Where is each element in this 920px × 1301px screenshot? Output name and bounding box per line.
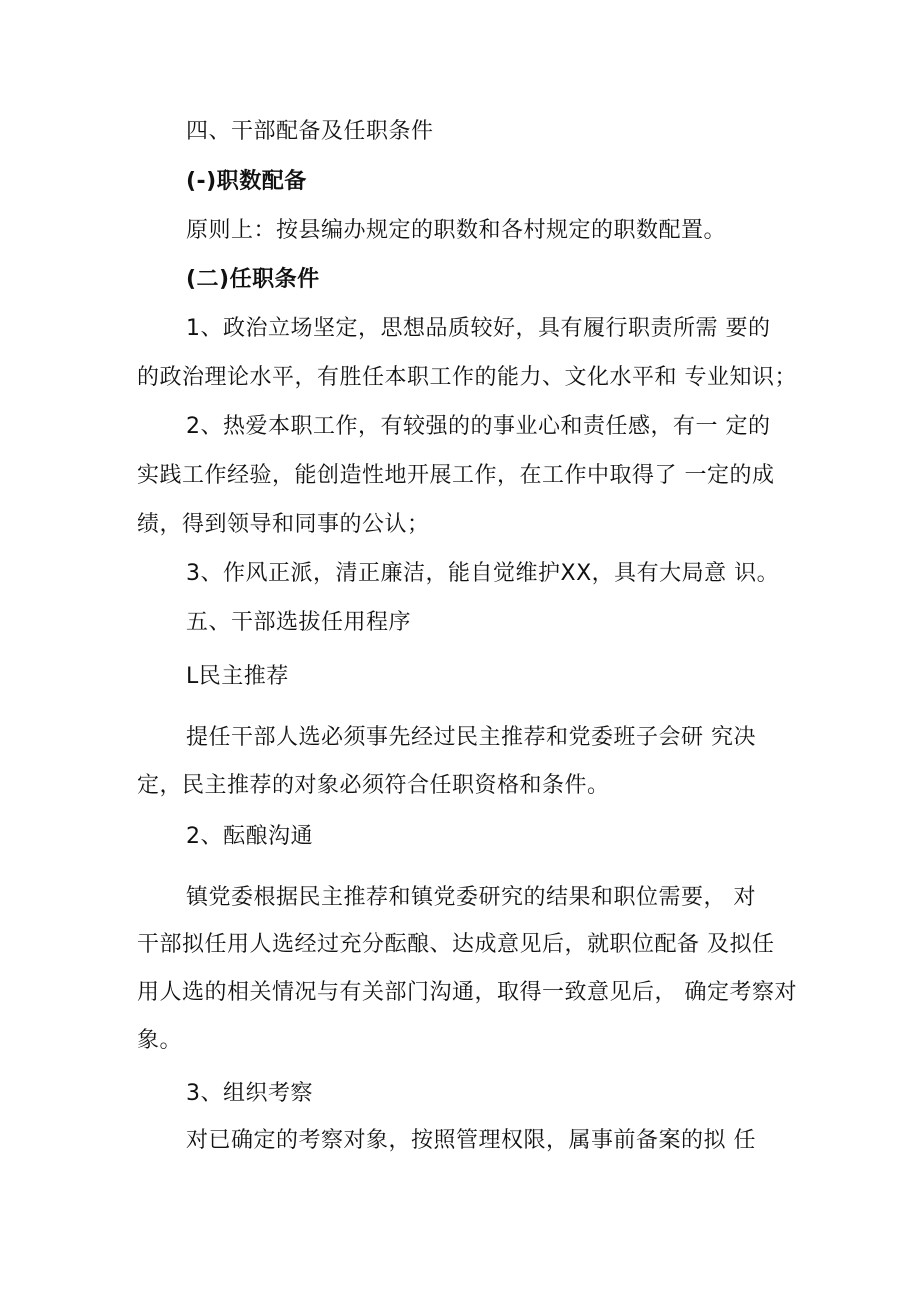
step-1-line-1: 提任干部人选必须事先经过民主推荐和党委班子会研 究决 <box>186 725 756 750</box>
step-3-heading: 3、组织考察 <box>186 1081 313 1106</box>
section-5-heading: 五、干部选拔任用程序 <box>186 610 412 635</box>
step-2-line-3: 用人选的相关情况与有关部门沟通，取得一致意见后， 确定考察对 <box>137 980 797 1005</box>
step-2-line-2: 干部拟任用人选经过充分酝酿、达成意见后，就职位配备 及拟任 <box>137 932 775 957</box>
step-2-heading: 2、酝酿沟通 <box>186 824 313 849</box>
step-2-line-4: 象。 <box>137 1028 183 1053</box>
condition-3-line-1: 3、作风正派，清正廉洁，能自觉维护XX，具有大局意 识。 <box>186 561 780 586</box>
step-1-heading: L民主推荐 <box>186 664 289 689</box>
step-3-line-1: 对已确定的考察对象，按照管理权限，属事前备案的拟 任 <box>186 1128 756 1153</box>
subsection-1-heading: (-)职数配备 <box>186 169 307 194</box>
condition-2-line-3: 绩，得到领导和同事的公认； <box>137 512 430 537</box>
condition-2-line-1: 2、热爱本职工作，有较强的的事业心和责任感，有一 定的 <box>186 414 771 439</box>
step-1-line-2: 定，民主推荐的对象必须符合任职资格和条件。 <box>137 773 610 798</box>
condition-2-line-2: 实践工作经验，能创造性地开展工作，在工作中取得了 一定的成 <box>137 463 775 488</box>
condition-1-line-1: 1、政治立场坚定，思想品质较好，具有履行职责所需 要的 <box>186 316 771 341</box>
subsection-1-text: 原则上：按县编办规定的职数和各村规定的职数配置。 <box>186 218 727 243</box>
step-2-line-1: 镇党委根据民主推荐和镇党委研究的结果和职位需要， 对 <box>186 885 756 910</box>
subsection-2-heading: (二)任职条件 <box>186 267 320 292</box>
condition-1-line-2: 的政治理论水平，有胜任本职工作的能力、文化水平和 专业知识； <box>137 365 797 390</box>
section-4-heading: 四、干部配备及任职条件 <box>186 119 434 144</box>
